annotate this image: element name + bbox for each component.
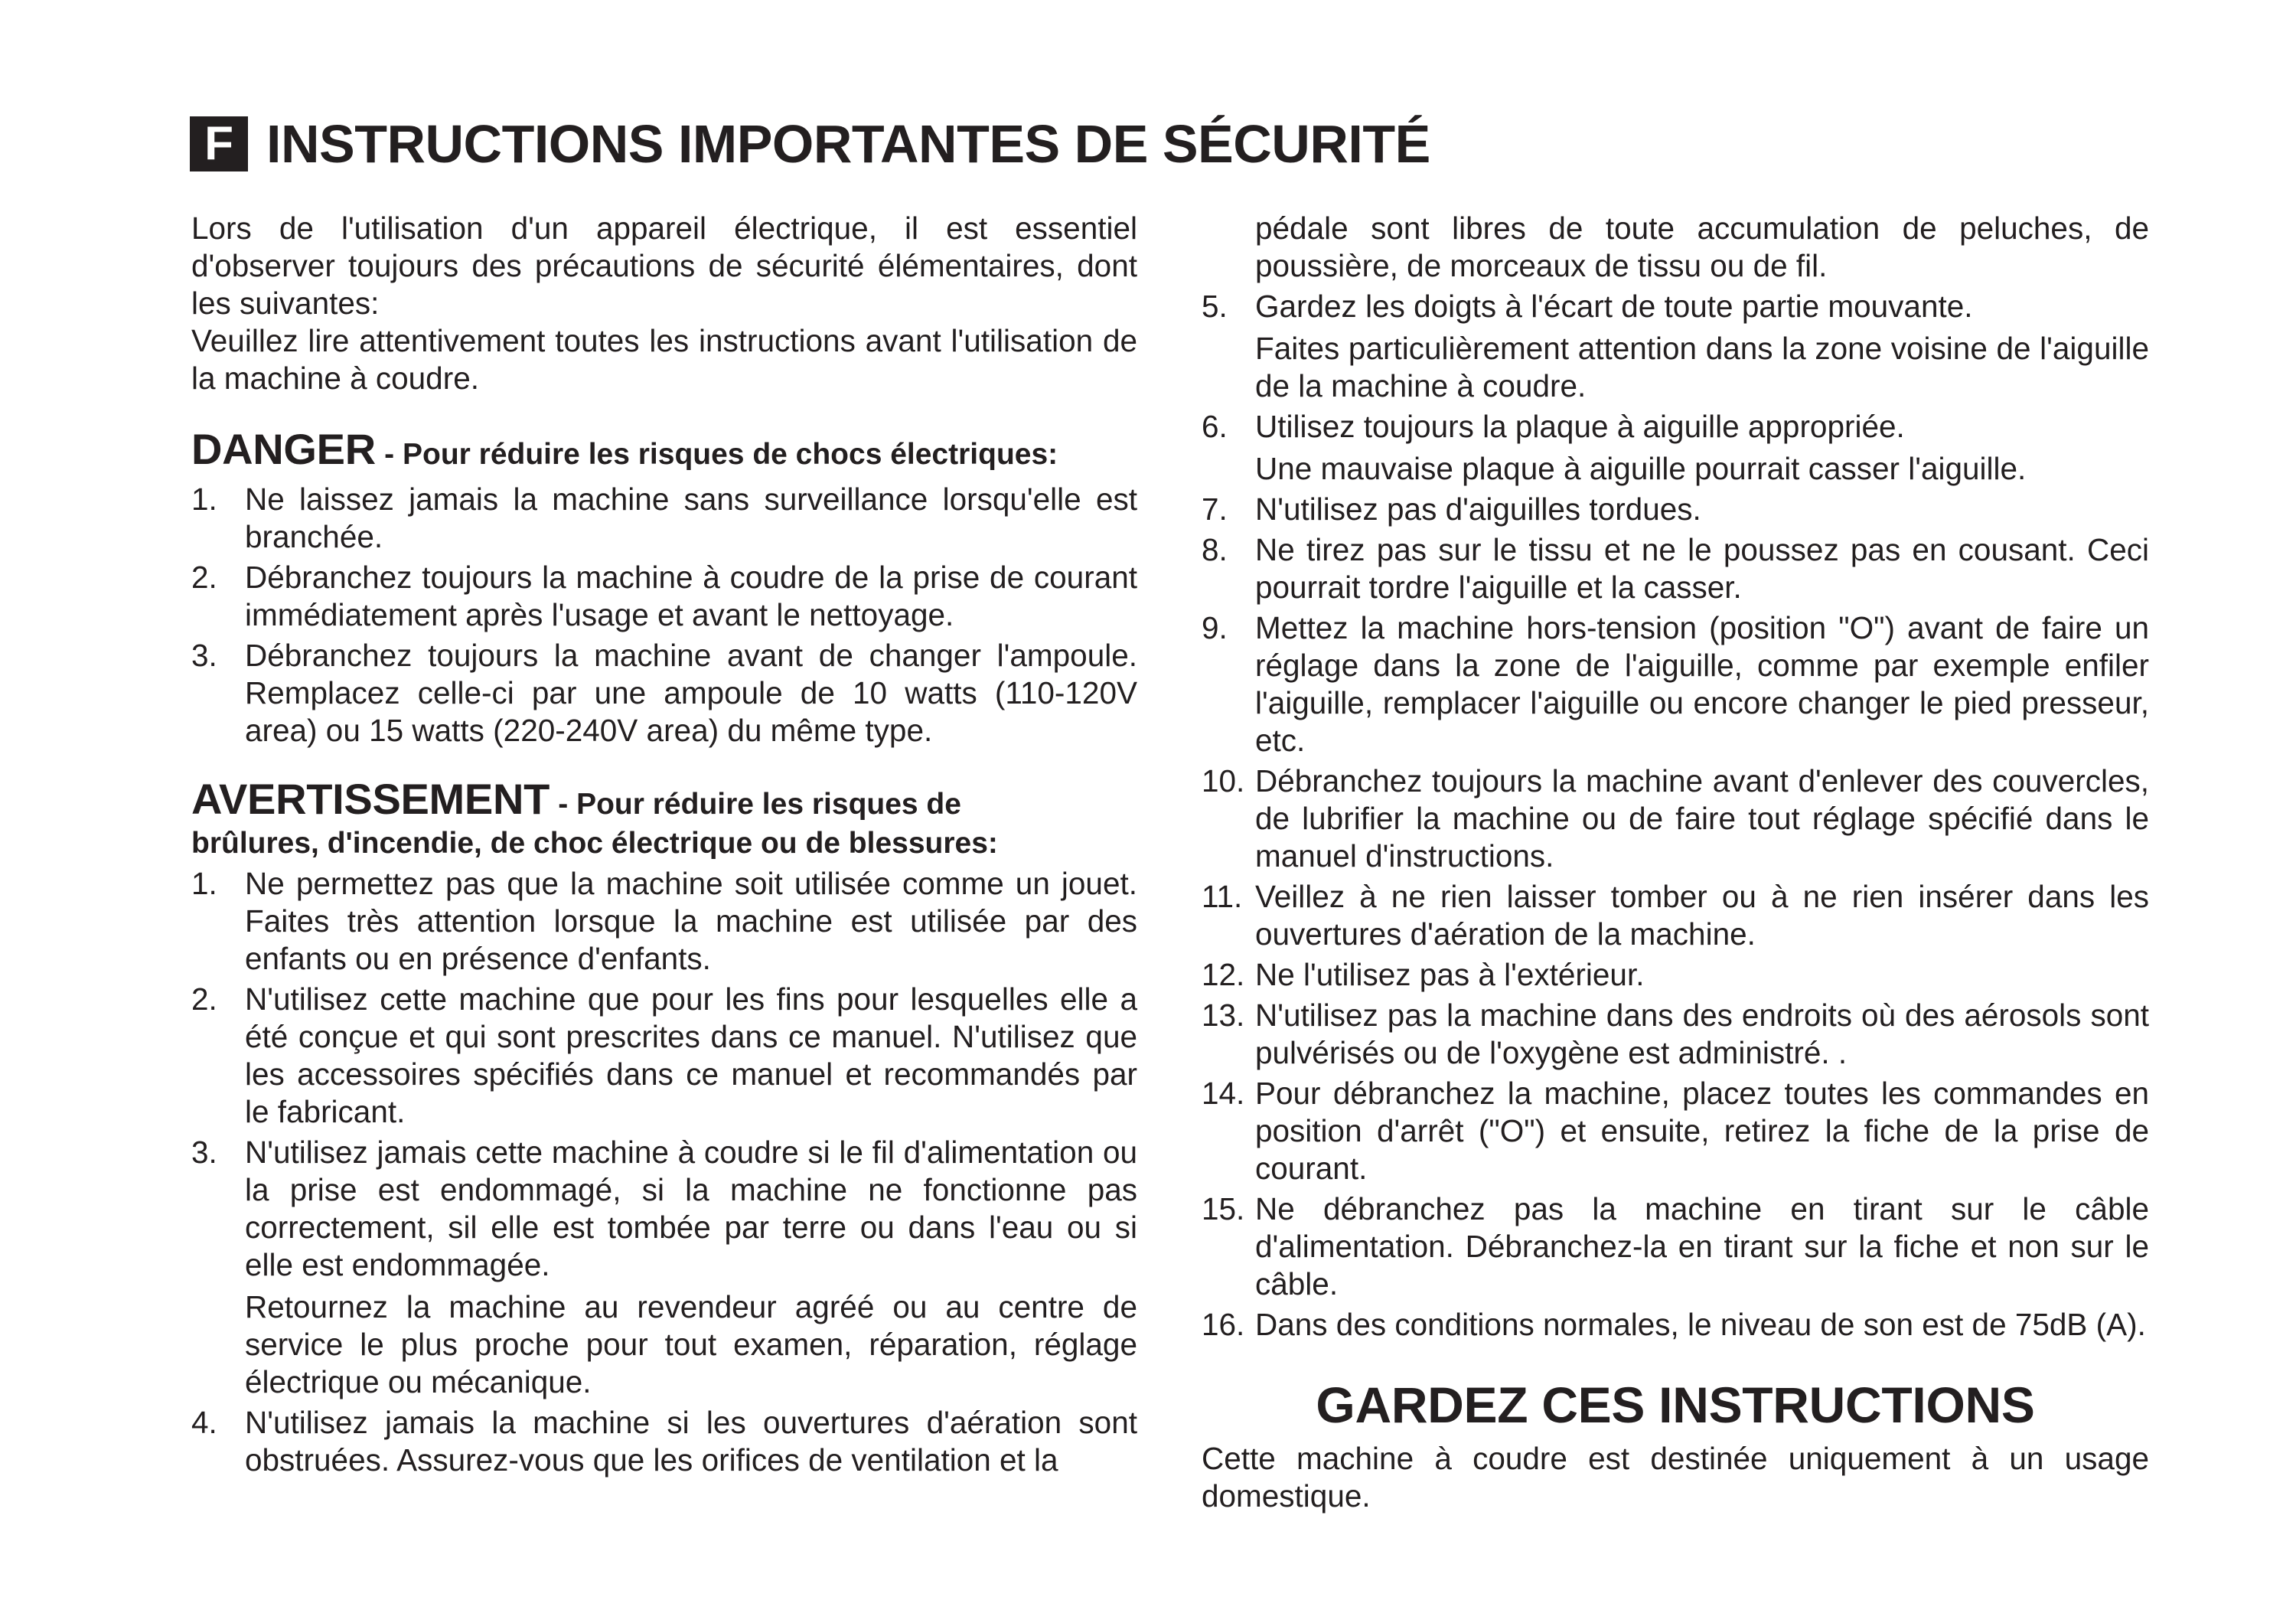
item-number: 7. <box>1202 491 1228 527</box>
danger-list <box>191 481 1137 749</box>
domestic-use-note: Cette machine à coudre est destinée uniquement à un usage domestique. <box>1202 1441 2149 1514</box>
item-number: 8. <box>1202 532 1228 567</box>
danger-title: DANGER <box>191 425 376 473</box>
item-extra-text: Une mauvaise plaque à aiguille pourrait casser l'aiguille. <box>1255 451 2027 486</box>
title-text: INSTRUCTIONS IMPORTANTES DE SÉCURITÉ <box>266 114 1430 174</box>
item-number: 2. <box>191 560 217 595</box>
item-number: 3. <box>191 638 217 673</box>
list-item <box>1202 1306 2149 1344</box>
avertissement-subtitle-2: brûlures, d'incendie, de choc électrique ou de blessures: <box>191 827 998 860</box>
item-number: 1. <box>191 482 217 517</box>
avertissement-list <box>191 865 1137 1479</box>
item-text: Ne l'utilisez pas à l'extérieur. <box>1255 957 1645 992</box>
list-item <box>191 981 1137 1131</box>
item-number: 12. <box>1202 957 1245 992</box>
item-number: 11. <box>1202 879 1243 914</box>
item-text: N'utilisez jamais cette machine à coudre si le fil d'alimentation ou la prise est endommagé, si la machine ne fonctionne pas correctement, sil elle est tombée par terre ou dans l'eau ou si elle est endommagée. <box>245 1135 1137 1282</box>
item-text: Débranchez toujours la machine à coudre de la prise de courant immédiatement après l'usage et avant le nettoyage. <box>245 560 1137 632</box>
page-title <box>190 113 1430 175</box>
list-item <box>1202 288 2149 405</box>
left-column <box>191 210 1137 1482</box>
list-item <box>191 1404 1137 1479</box>
list-item <box>1202 1075 2149 1187</box>
item-text: Dans des conditions normales, le niveau de son est de 75dB (A). <box>1255 1307 2146 1342</box>
list-item <box>1202 609 2149 759</box>
item-4-continued: pédale sont libres de toute accumulation de peluches, de poussière, de morceaux de tissu ou de fil. <box>1255 211 2149 283</box>
list-item <box>191 559 1137 634</box>
language-badge: F <box>190 116 248 171</box>
item-text: Ne tirez pas sur le tissu et ne le poussez pas en cousant. Ceci pourrait tordre l'aiguille et la casser. <box>1255 532 2149 605</box>
item-number: 14. <box>1202 1076 1245 1111</box>
item-text: Utilisez toujours la plaque à aiguille appropriée. <box>1255 409 1905 444</box>
item-number: 16. <box>1202 1307 1245 1342</box>
intro-paragraph-2: Veuillez lire attentivement toutes les instructions avant l'utilisation de la machine à coudre. <box>191 323 1137 396</box>
item-text: N'utilisez cette machine que pour les fins pour lesquelles elle a été conçue et qui sont prescrites dans ce manuel. N'utilisez que les accessoires spécifiés dans ce manuel et recommandés par le fabricant. <box>245 981 1137 1129</box>
intro-paragraph-1: Lors de l'utilisation d'un appareil électrique, il est essentiel d'observer toujours des précautions de sécurité élémentaires, dont les suivantes: <box>191 211 1137 321</box>
list-item <box>1202 491 2149 528</box>
item-text: Débranchez toujours la machine avant de changer l'ampoule. Remplacez celle-ci par une ampoule de 10 watts (110-120V area) ou 15 watts (220-240V area) du même type. <box>245 638 1137 748</box>
item-number: 1. <box>191 866 217 901</box>
list-item <box>191 1134 1137 1401</box>
item-text: Ne permettez pas que la machine soit utilisée comme un jouet. Faites très attention lorsque la machine est utilisée par des enfants ou en présence d'enfants. <box>245 866 1137 976</box>
avertissement-heading <box>191 775 1137 862</box>
list-item <box>1202 956 2149 994</box>
list-item <box>1202 997 2149 1072</box>
item-number: 9. <box>1202 610 1228 645</box>
avertissement-list-continued <box>1202 288 2149 1344</box>
avertissement-title: AVERTISSEMENT <box>191 775 550 823</box>
item-text: Mettez la machine hors-tension (position "O") avant de faire un réglage dans la zone de l'aiguille, comme par exemple enfiler l'aiguille, remplacer l'aiguille ou encore changer le pied presseur, etc. <box>1255 610 2149 758</box>
item-number: 2. <box>191 981 217 1017</box>
item-text: N'utilisez pas d'aiguilles tordues. <box>1255 491 1701 527</box>
item-number: 13. <box>1202 998 1245 1033</box>
item-extra-text: Faites particulièrement attention dans la zone voisine de l'aiguille de la machine à coudre. <box>1255 331 2149 403</box>
list-item <box>191 637 1137 749</box>
list-item <box>191 865 1137 978</box>
right-column <box>1202 210 2149 1515</box>
list-item <box>1202 1190 2149 1303</box>
item-text: Ne débranchez pas la machine en tirant sur le câble d'alimentation. Débranchez-la en tirant sur la fiche et non sur le câble. <box>1255 1191 2149 1301</box>
item-number: 6. <box>1202 409 1228 444</box>
item-text: Pour débranchez la machine, placez toutes les commandes en position d'arrêt ("O") et ensuite, retirez la fiche de la prise de courant. <box>1255 1076 2149 1186</box>
list-item <box>191 481 1137 556</box>
keep-instructions-heading: GARDEZ CES INSTRUCTIONS <box>1316 1376 2035 1433</box>
list-item <box>1202 531 2149 606</box>
item-number: 10. <box>1202 763 1245 798</box>
item-text: Gardez les doigts à l'écart de toute partie mouvante. <box>1255 289 1973 324</box>
list-item <box>1202 763 2149 875</box>
item-text: N'utilisez jamais la machine si les ouvertures d'aération sont obstruées. Assurez-vous que les orifices de ventilation et la <box>245 1405 1137 1478</box>
item-text: Veillez à ne rien laisser tomber ou à ne rien insérer dans les ouvertures d'aération de la machine. <box>1255 879 2149 952</box>
item-text: Ne laissez jamais la machine sans surveillance lorsqu'elle est branchée. <box>245 482 1137 554</box>
item-number: 3. <box>191 1135 217 1170</box>
item-number: 15. <box>1202 1191 1245 1226</box>
danger-subtitle: - Pour réduire les risques de chocs électriques: <box>384 438 1058 471</box>
item-number: 4. <box>191 1405 217 1440</box>
item-number: 5. <box>1202 289 1228 324</box>
list-item <box>1202 408 2149 488</box>
item-text: N'utilisez pas la machine dans des endroits où des aérosols sont pulvérisés ou de l'oxygène est administré. . <box>1255 998 2149 1070</box>
item-text: Débranchez toujours la machine avant d'enlever des couvercles, de lubrifier la machine ou de faire tout réglage spécifié dans le manuel d'instructions. <box>1255 763 2149 874</box>
list-item <box>1202 878 2149 953</box>
danger-heading <box>191 426 1137 478</box>
avertissement-subtitle-1: - Pour réduire les risques de <box>558 788 961 821</box>
item-extra-text: Retournez la machine au revendeur agréé ou au centre de service le plus proche pour tout examen, réparation, réglage électrique ou mécanique. <box>245 1289 1137 1399</box>
